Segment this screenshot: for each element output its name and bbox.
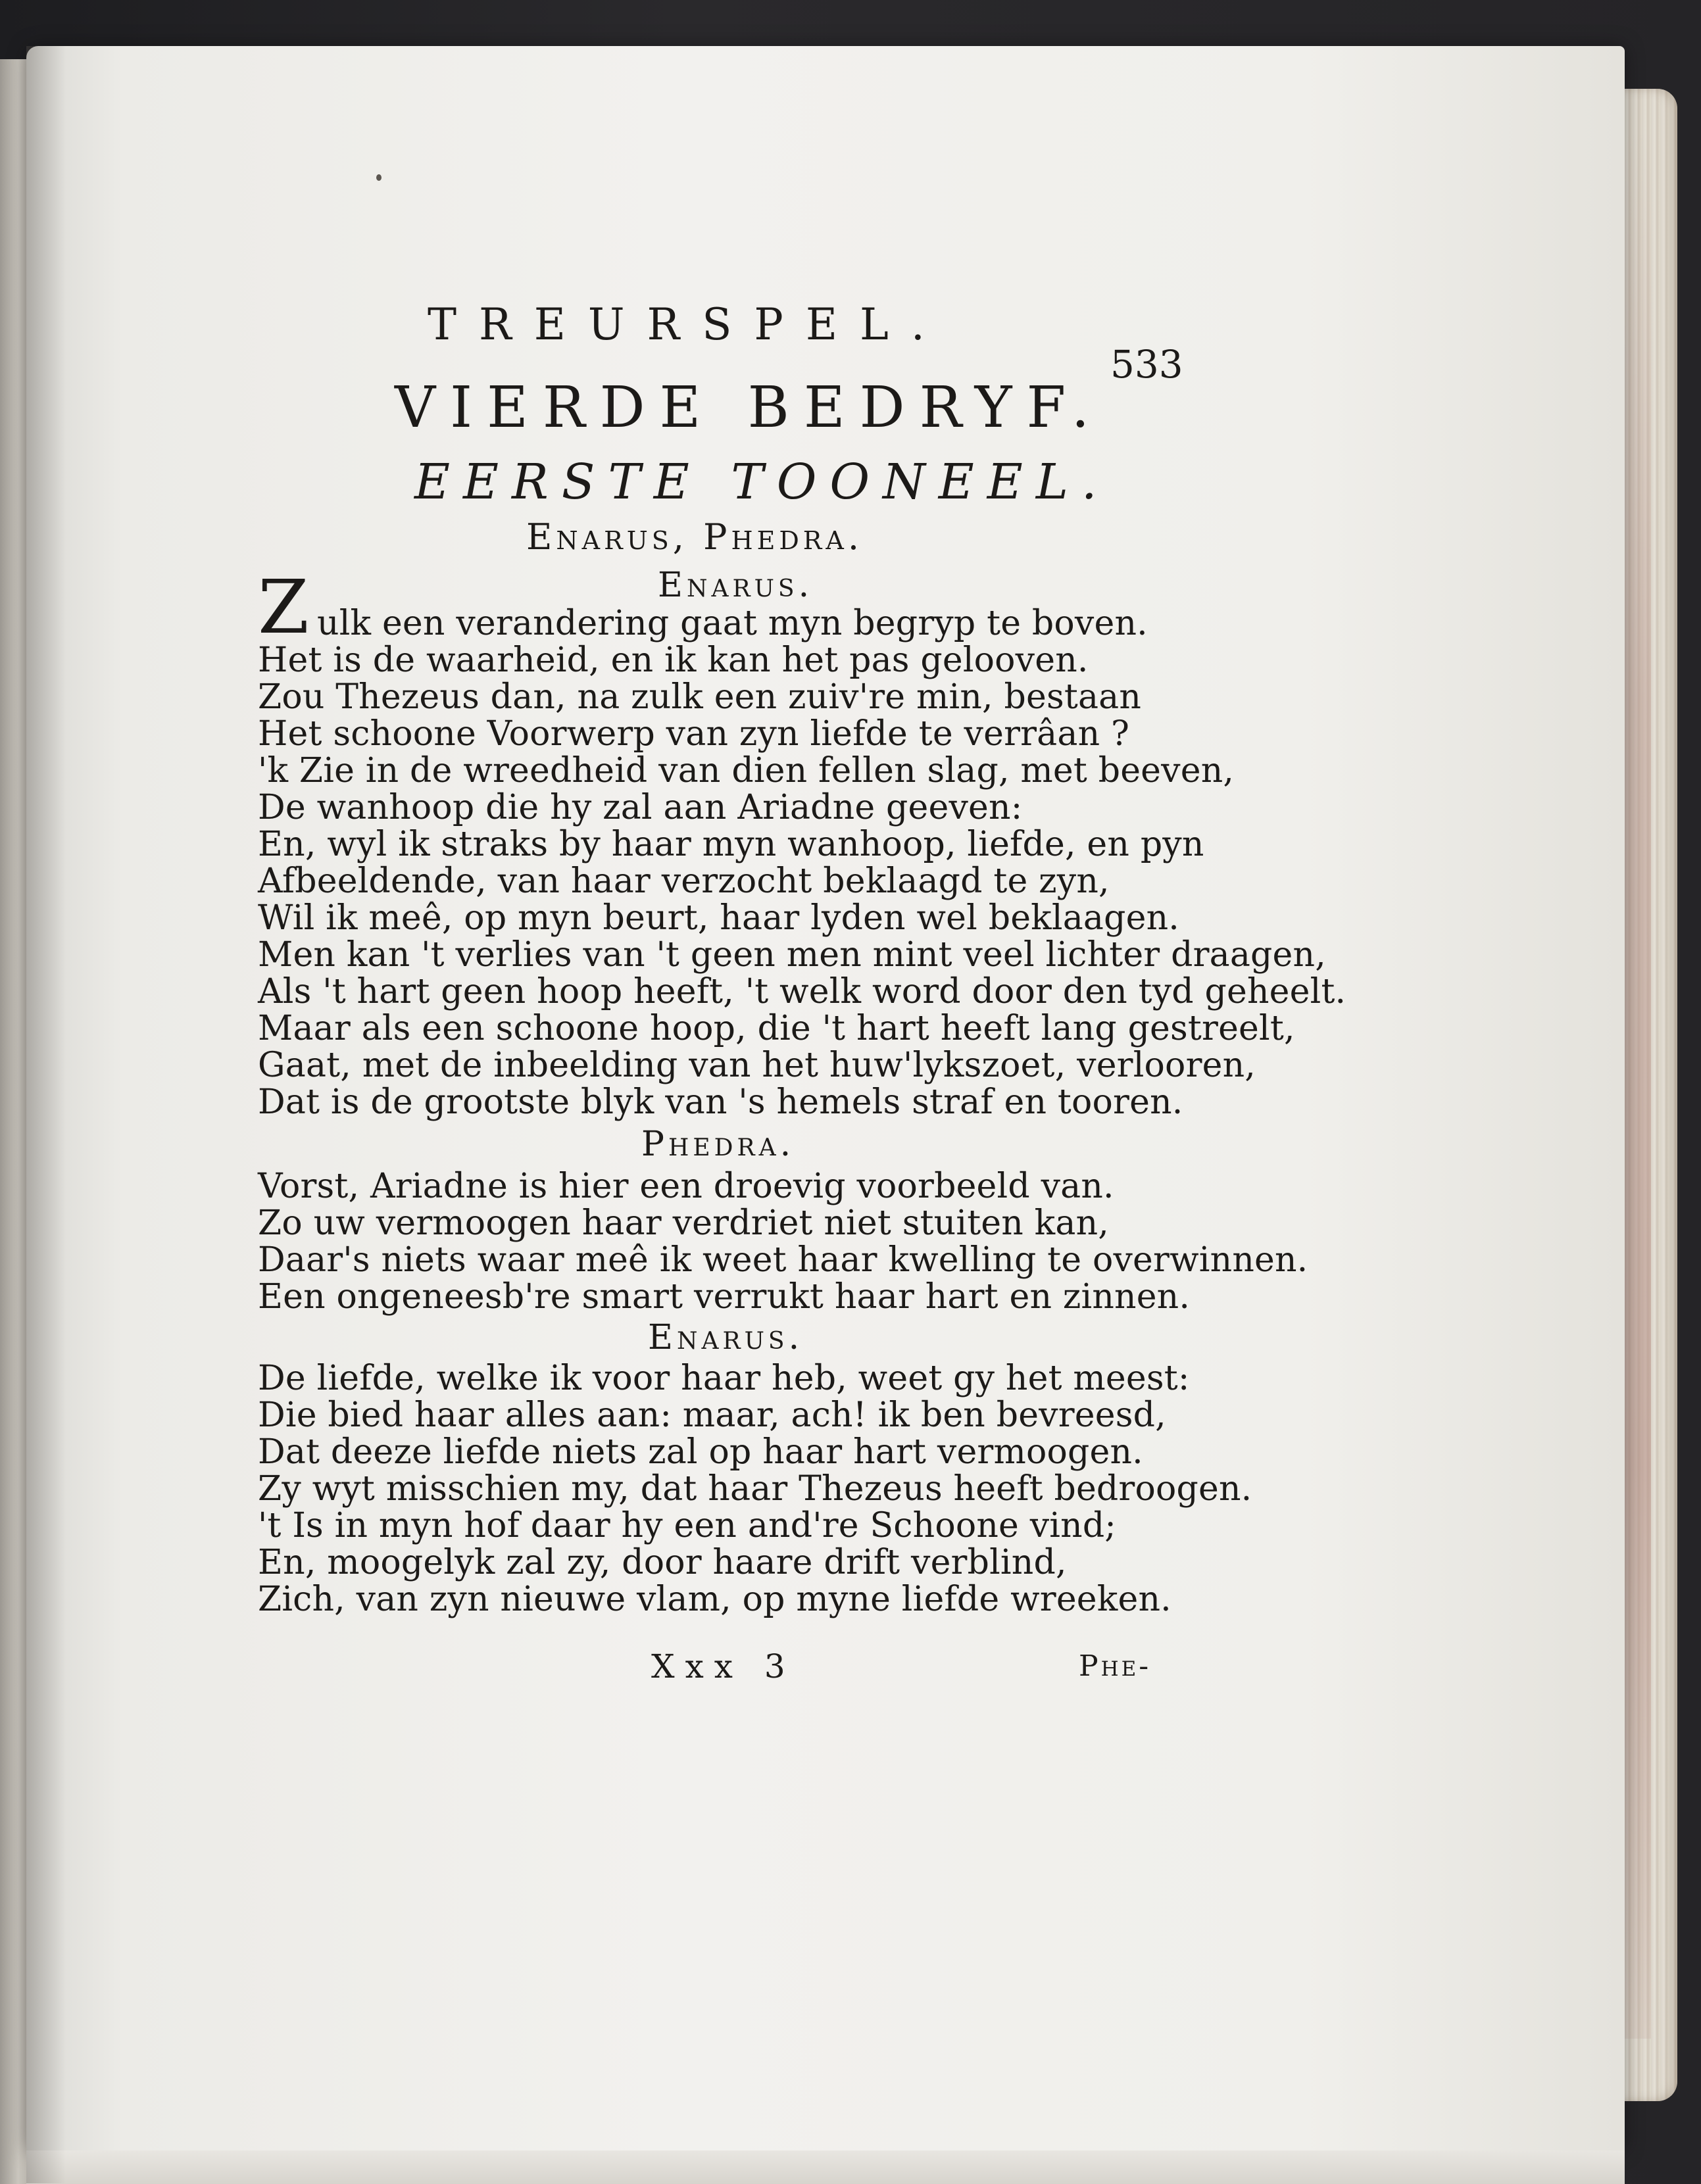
speaker-heading: Enarus. — [658, 566, 814, 605]
verse-line: Zou Thezeus dan, na zulk een zuiv're min, bestaan — [258, 677, 1142, 717]
act-title: VIERDE BEDRYF. — [395, 375, 1104, 441]
verse-line: Daar's niets waar meê ik weet haar kwelling te overwinnen. — [258, 1240, 1308, 1280]
verse-line: En, wyl ik straks by haar myn wanhoop, liefde, en pyn — [258, 825, 1204, 864]
verse-line: Het schoone Voorwerp van zyn liefde te verrâan ? — [258, 714, 1130, 754]
page-bottom-edge — [26, 2150, 1625, 2184]
verse-line: Zy wyt misschien my, dat haar Thezeus heeft bedroogen. — [258, 1469, 1252, 1509]
speaker-heading: Enarus. — [648, 1318, 804, 1357]
ink-speck — [376, 174, 382, 181]
page-number: 533 — [1110, 342, 1183, 387]
signature-mark: Xxx 3 — [651, 1647, 796, 1686]
verse-line: Als 't hart geen hoop heeft, 't welk word door den tyd geheelt. — [258, 972, 1346, 1011]
verse-line: Die bied haar alles aan: maar, ach! ik ben bevreesd, — [258, 1395, 1166, 1435]
verse-line: Maar als een schoone hoop, die 't hart heeft lang gestreelt, — [258, 1009, 1295, 1048]
verse-line: Zo uw vermoogen haar verdriet niet stuiten kan, — [258, 1203, 1110, 1243]
running-head: TREURSPEL. — [428, 299, 947, 350]
verse-line: Dat deeze liefde niets zal op haar hart vermoogen. — [258, 1432, 1143, 1472]
verse-line: Zich, van zyn nieuwe vlam, op myne liefde wreeken. — [258, 1580, 1171, 1619]
verse-line: Een ongeneesb're smart verrukt haar hart en zinnen. — [258, 1277, 1191, 1317]
catchword: Phe- — [1079, 1649, 1152, 1683]
verse-line: Afbeeldende, van haar verzocht beklaagd te zyn, — [258, 861, 1110, 901]
gutter-shadow — [26, 46, 66, 2183]
scene-title: EERSTE TOONEEL. — [414, 454, 1110, 510]
verse-line: Vorst, Ariadne is hier een droevig voorbeeld van. — [258, 1167, 1114, 1206]
verse-line: De wanhoop die hy zal aan Ariadne geeven: — [258, 788, 1023, 827]
verse-line: En, moogelyk zal zy, door haare drift verblind, — [258, 1543, 1067, 1582]
verse-line: De liefde, welke ik voor haar heb, weet gy het meest: — [258, 1359, 1190, 1398]
verse-line: Het is de waarheid, en ik kan het pas gelooven. — [258, 641, 1089, 680]
cast-list: Enarus, Phedra. — [526, 516, 864, 558]
verse-line: 't Is in myn hof daar hy een and're Schoone vind; — [258, 1506, 1117, 1545]
verse-line: 'k Zie in de wreedheid van dien fellen slag, met beeven, — [258, 751, 1235, 790]
speaker-heading: Phedra. — [641, 1125, 795, 1164]
verse-line: Dat is de grootste blyk van 's hemels straf en tooren. — [258, 1082, 1183, 1122]
verse-line: Wil ik meê, op myn beurt, haar lyden wel beklaagen. — [258, 898, 1179, 938]
verse-line: ulk een verandering gaat myn begryp te boven. — [317, 604, 1148, 643]
page-edge-stain — [1625, 132, 1651, 2039]
drop-cap: Z — [258, 565, 309, 650]
verse-line: Men kan 't verlies van 't geen men mint veel lichter draagen, — [258, 935, 1326, 975]
verse-line: Gaat, met de inbeelding van het huw'lykszoet, verlooren, — [258, 1046, 1256, 1085]
